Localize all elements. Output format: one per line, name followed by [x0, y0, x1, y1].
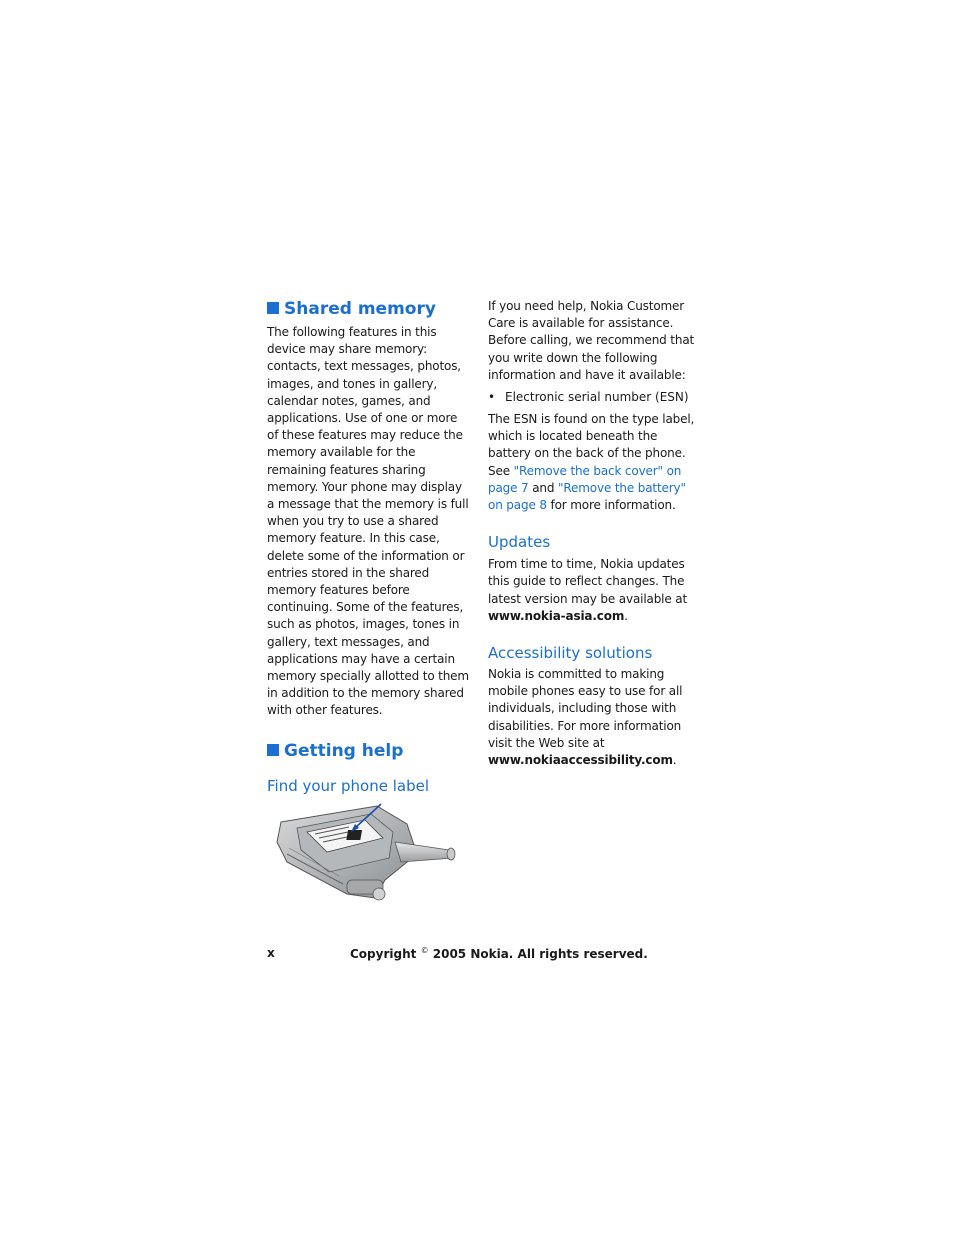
shared-memory-title: Shared memory [284, 299, 436, 319]
esn-text-2: for more information. [550, 498, 676, 513]
copyright [350, 946, 648, 961]
esn-bullet-text: Electronic serial number (ESN) [505, 390, 689, 405]
getting-help-title: Getting help [284, 740, 404, 761]
getting-help-heading [267, 740, 472, 762]
find-phone-label-heading: Find your phone label [267, 776, 429, 795]
nokia-asia-url[interactable]: www.nokia-asia.com [488, 608, 625, 623]
esn-text-1: The ESN is found on the type label, which is located beneath the battery on the back of the phone. See [488, 412, 695, 478]
phone-label-illustration [267, 802, 459, 910]
remove-back-cover-link[interactable]: "Remove the back cover" on page 7 [488, 463, 682, 495]
updates-heading: Updates [488, 533, 551, 552]
shared-memory-body: The following features in this device may share memory: contacts, text messages, photos, images, and tones in gallery, calendar notes, games, and applications. Use of one or more of these features may reduce the memory available for the remaining features sharing memory. Your phone may display a message that the memory is full when you try to use a shared memory feature. In this case, delete some of the information or entries stored in the shared memory features before continuing. Some of the features, such as photos, images, tones in gallery, text messages, and applications may have a certain memory specially allotted to them in addition to the memory shared with other features. [267, 325, 469, 718]
right-column [488, 298, 698, 769]
updates-body: From time to time, Nokia updates this guide to reflect changes. The latest version may be available at www.nokia-asia.com. [488, 557, 688, 623]
page-number: x [267, 946, 275, 960]
heading-square-icon [267, 744, 279, 756]
bullet-dot-icon: • [488, 390, 496, 405]
left-column [267, 298, 472, 910]
accessibility-body: Nokia is committed to making mobile phones easy to use for all individuals, including those with disabilities. For more information visit the Web site at www.nokiaaccessibility.com. [488, 667, 683, 768]
heading-square-icon [267, 302, 279, 314]
esn-and: and [532, 480, 555, 495]
updates-text: From time to time, Nokia updates this guide to reflect changes. The latest version may be available at [488, 557, 688, 606]
esn-bullet [488, 389, 698, 406]
nokia-accessibility-url[interactable]: www.nokiaaccessibility.com [488, 753, 673, 768]
copyright-pre: Copyright [350, 947, 417, 961]
copyright-post: 2005 Nokia. All rights reserved. [432, 947, 648, 961]
copyright-symbol: © [420, 946, 429, 955]
accessibility-text: Nokia is committed to making mobile phones easy to use for all individuals, including those with disabilities. For more information visit the Web site at [488, 667, 683, 750]
help-intro: If you need help, Nokia Customer Care is available for assistance. Before calling, we recommend that you write down the following information and have it available: [488, 299, 695, 382]
esn-paragraph [488, 411, 698, 514]
accessibility-heading: Accessibility solutions [488, 644, 653, 663]
remove-battery-link[interactable]: "Remove the battery" on page 8 [488, 480, 686, 513]
shared-memory-heading [267, 298, 472, 320]
